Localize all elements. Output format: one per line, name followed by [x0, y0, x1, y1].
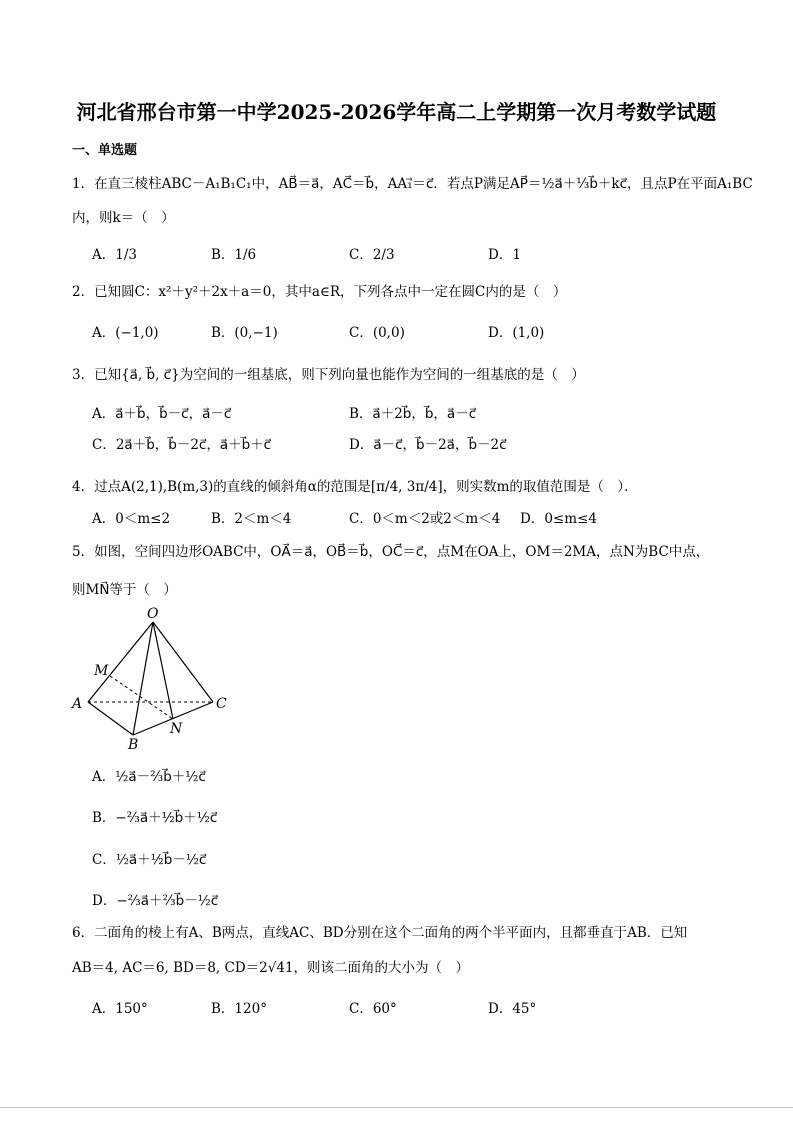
label-b: B: [128, 737, 139, 752]
q3-stem: 3．已知{a⃗, b⃗, c⃗}为空间的一组基底，则下列向量也能作为空间的一组基底的是（ ）: [72, 367, 585, 383]
q3-option-b[interactable]: B．a⃗＋2b⃗，b⃗，a⃗－c⃗: [349, 406, 477, 422]
page-bottom-divider: [0, 1107, 793, 1108]
q4-option-d[interactable]: D．0≤m≤4: [520, 511, 597, 527]
q1-stem-line2: 内，则k＝（ ）: [72, 210, 175, 226]
q4-stem: 4．过点A(2,1),B(m,3)的直线的倾斜角α的范围是[π/4, 3π/4]，则实数m的取值范围是（ ）．: [72, 479, 638, 495]
q4-option-b[interactable]: B．2＜m＜4: [211, 511, 292, 527]
q5-option-c[interactable]: C．½a⃗＋½b⃗－½c⃗: [92, 852, 207, 868]
label-a: A: [72, 696, 83, 712]
q6-option-b[interactable]: B．120°: [211, 1001, 267, 1017]
q2-option-a[interactable]: A．(−1,0): [92, 325, 159, 341]
label-o: O: [147, 606, 159, 622]
q6-option-a[interactable]: A．150°: [92, 1001, 148, 1017]
q1-option-c[interactable]: C．2/3: [349, 247, 395, 263]
label-n: N: [170, 721, 183, 737]
q5-option-d[interactable]: D．−⅔a⃗＋⅔b⃗－½c⃗: [92, 893, 219, 909]
q1-option-a[interactable]: A．1/3: [92, 247, 137, 263]
q2-option-b[interactable]: B．(0,−1): [211, 325, 278, 341]
q6-option-d[interactable]: D．45°: [488, 1001, 537, 1017]
q4-option-a[interactable]: A．0＜m≤2: [92, 511, 171, 527]
edge-oc: [153, 622, 213, 702]
q2-stem: 2．已知圆C：x²＋y²＋2x＋a＝0，其中a∈R，下列各点中一定在圆C内的是（ ）: [72, 284, 567, 300]
label-c: C: [216, 696, 227, 712]
q2-option-c[interactable]: C．(0,0): [349, 325, 405, 341]
edge-oa: [88, 622, 153, 702]
edge-ab: [88, 702, 133, 735]
q5-option-b[interactable]: B．−⅔a⃗＋½b⃗＋½c⃗: [92, 810, 218, 826]
q3-option-d[interactable]: D．a⃗－c⃗，b⃗－2a⃗，b⃗－2c⃗: [349, 437, 507, 453]
q1-option-b[interactable]: B．1/6: [211, 247, 257, 263]
q3-option-c[interactable]: C．2a⃗＋b⃗，b⃗－2c⃗，a⃗＋b⃗＋c⃗: [92, 437, 272, 453]
page-title: 河北省邢台市第一中学2025-2026学年高二上学期第一次月考数学试题: [76, 100, 717, 124]
q3-option-a[interactable]: A．a⃗＋b⃗，b⃗－c⃗，a⃗－c⃗: [92, 406, 232, 422]
q6-stem-line1: 6．二面角的棱上有A、B两点，直线AC、BD分别在这个二面角的两个半平面内，且都垂直于AB．已知: [72, 925, 688, 941]
q1-stem-line1: 1．在直三棱柱ABC－A₁B₁C₁中，AB⃗＝a⃗，AC⃗＝b⃗，AA₁⃗＝c⃗．若点P满足AP⃗＝½a⃗＋⅓b⃗＋kc⃗，且点P在平面A₁BC: [72, 176, 753, 192]
tetrahedron-figure: [66, 602, 236, 752]
segment-mn-hidden: [110, 676, 173, 719]
q5-option-a[interactable]: A．½a⃗－⅔b⃗＋½c⃗: [92, 769, 206, 785]
q6-option-c[interactable]: C．60°: [349, 1001, 397, 1017]
q4-option-c[interactable]: C．0＜m＜2或2＜m＜4: [349, 511, 501, 527]
label-m: M: [94, 663, 109, 679]
edge-ob: [133, 622, 153, 735]
section-heading: 一、单选题: [72, 143, 138, 158]
q5-stem-line1: 5．如图，空间四边形OABC中，OA⃗＝a⃗，OB⃗＝b⃗，OC⃗＝c⃗，点M在OA上，OM＝2MA，点N为BC中点，: [72, 544, 710, 560]
q1-option-d[interactable]: D．1: [488, 247, 521, 263]
q6-stem-line2: AB＝4, AC＝6, BD＝8, CD＝2√41，则该二面角的大小为（ ）: [72, 960, 470, 976]
q5-stem-line2: 则MN⃗等于（ ）: [72, 582, 177, 598]
segment-on: [153, 622, 173, 719]
q2-option-d[interactable]: D．(1,0): [488, 325, 545, 341]
